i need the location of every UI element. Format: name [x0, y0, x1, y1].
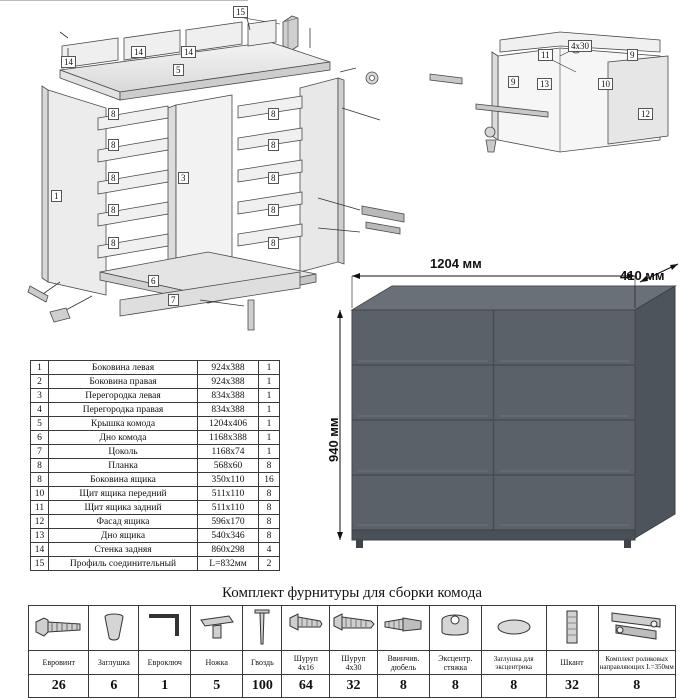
part-qty: 1: [259, 389, 280, 403]
part-number: 15: [31, 557, 49, 571]
part-qty: 8: [259, 529, 280, 543]
part-callout-14-2: 14: [131, 46, 146, 58]
part-number: 3: [31, 389, 49, 403]
screw-4x30-icon: [330, 606, 378, 651]
part-name: Боковина правая: [49, 375, 198, 389]
part-number: 13: [31, 529, 49, 543]
part-qty: 1: [259, 431, 280, 445]
part-callout-10-24: 10: [598, 78, 613, 90]
chest-dimension-svg: [330, 262, 698, 562]
table-row: [31, 501, 280, 515]
part-name: Дно ящика: [49, 529, 198, 543]
cap-plug-icon: [89, 606, 139, 651]
part-number: 6: [31, 431, 49, 445]
part-number: 4: [31, 403, 49, 417]
table-row: [31, 515, 280, 529]
parts-table: [30, 360, 280, 571]
table-row: [31, 431, 280, 445]
part-callout-9-22: 9: [508, 76, 519, 88]
part-callout-8-16: 8: [268, 172, 279, 184]
cam-lock-icon: [429, 606, 481, 651]
hardware-kit-title: Комплект фурнитуры для сборки комода: [221, 585, 482, 601]
table-row: [31, 473, 280, 487]
part-callout-8-12: 8: [108, 204, 119, 216]
dimension-view: [326, 256, 698, 562]
part-callout-11-19: 11: [538, 49, 553, 61]
part-callout-14-1: 14: [61, 56, 76, 68]
table-row: [31, 389, 280, 403]
part-qty: 8: [259, 515, 280, 529]
nail-icon: [243, 606, 282, 651]
hardware-item-name: Ножка: [191, 651, 243, 675]
table-row: [31, 529, 280, 543]
part-callout-8-13: 8: [108, 237, 119, 249]
table-row: [31, 361, 280, 375]
part-number: 11: [31, 501, 49, 515]
part-callout-6-7: 6: [148, 275, 159, 287]
leg-icon: [191, 606, 243, 651]
part-qty: 2: [259, 557, 280, 571]
cam-cap-icon: [481, 606, 546, 651]
part-callout-3-6: 3: [178, 172, 189, 184]
part-size: 596х170: [198, 515, 259, 529]
part-callout-15-0: 15: [233, 6, 248, 18]
part-size: 1168х74: [198, 445, 259, 459]
hardware-item-qty: 6: [89, 675, 139, 698]
hardware-item-qty: 8: [598, 675, 676, 698]
table-row: [31, 445, 280, 459]
part-callout-7-8: 7: [168, 294, 179, 306]
part-name: Перегородка правая: [49, 403, 198, 417]
part-name: Щит ящика задний: [49, 501, 198, 515]
part-number: 10: [31, 487, 49, 501]
part-callout-8-11: 8: [108, 172, 119, 184]
hardware-kit-section: [28, 585, 676, 698]
dowel-icon: [546, 606, 598, 651]
part-name: Профиль соединительный: [49, 557, 198, 571]
hardware-kit-icon-row: [29, 606, 676, 651]
dowel-screw-icon: [377, 606, 429, 651]
hardware-kit-qty-row: [29, 675, 676, 698]
part-qty: 8: [259, 487, 280, 501]
part-number: 1: [31, 361, 49, 375]
hardware-kit-table: [28, 605, 676, 698]
table-row: [31, 459, 280, 473]
part-name: Цоколь: [49, 445, 198, 459]
hardware-item-name: Евровинт: [29, 651, 89, 675]
part-qty: 1: [259, 445, 280, 459]
table-row: [31, 487, 280, 501]
hardware-item-qty: 8: [377, 675, 429, 698]
part-callout-8-17: 8: [268, 204, 279, 216]
part-callout-8-18: 8: [268, 237, 279, 249]
hardware-item-name: Шуруп 4х16: [282, 651, 330, 675]
table-row: [31, 557, 280, 571]
part-size: 924х388: [198, 361, 259, 375]
part-callout-12-25: 12: [638, 108, 653, 120]
hardware-item-qty: 32: [546, 675, 598, 698]
part-callout-8-9: 8: [108, 108, 119, 120]
part-qty: 8: [259, 459, 280, 473]
hardware-item-name: Заглушка: [89, 651, 139, 675]
part-size: 568х60: [198, 459, 259, 473]
part-callout-4х30-20: 4х30: [568, 40, 592, 52]
screw-4x16-icon: [282, 606, 330, 651]
hardware-item-name: Евроключ: [139, 651, 191, 675]
part-qty: 1: [259, 417, 280, 431]
drawer-slide-icon: [598, 606, 676, 651]
hardware-item-qty: 1: [139, 675, 191, 698]
part-name: Фасад ящика: [49, 515, 198, 529]
part-size: 834х388: [198, 389, 259, 403]
part-size: L=832мм: [198, 557, 259, 571]
hardware-item-name: Шкант: [546, 651, 598, 675]
part-number: 2: [31, 375, 49, 389]
table-row: [31, 403, 280, 417]
part-callout-8-10: 8: [108, 139, 119, 151]
part-number: 12: [31, 515, 49, 529]
hardware-item-qty: 100: [243, 675, 282, 698]
part-callout-1-5: 1: [51, 190, 62, 202]
hardware-item-name: Шуруп 4х30: [330, 651, 378, 675]
euro-screw-icon: [29, 606, 89, 651]
hardware-item-qty: 8: [429, 675, 481, 698]
hardware-item-qty: 32: [330, 675, 378, 698]
part-qty: 16: [259, 473, 280, 487]
part-name: Щит ящика передний: [49, 487, 198, 501]
part-number: 8: [31, 459, 49, 473]
depth-dimension-label: 410 мм: [620, 268, 665, 283]
part-qty: 1: [259, 403, 280, 417]
part-number: 5: [31, 417, 49, 431]
height-dimension-label: 940 мм: [326, 417, 341, 462]
part-qty: 4: [259, 543, 280, 557]
part-size: 834х388: [198, 403, 259, 417]
part-size: 511х110: [198, 501, 259, 515]
width-dimension-label: 1204 мм: [430, 256, 482, 271]
part-callout-14-3: 14: [181, 46, 196, 58]
hardware-kit-name-row: [29, 651, 676, 675]
part-callout-8-14: 8: [268, 108, 279, 120]
part-name: Боковина ящика: [49, 473, 198, 487]
hardware-item-qty: 5: [191, 675, 243, 698]
part-qty: 8: [259, 501, 280, 515]
part-size: 860х298: [198, 543, 259, 557]
hardware-item-qty: 8: [481, 675, 546, 698]
hardware-item-name: Гвоздь: [243, 651, 282, 675]
part-size: 540х346: [198, 529, 259, 543]
part-callout-5-4: 5: [173, 64, 184, 76]
part-size: 511х110: [198, 487, 259, 501]
table-row: [31, 375, 280, 389]
part-name: Планка: [49, 459, 198, 473]
part-size: 350х110: [198, 473, 259, 487]
euro-key-icon: [139, 606, 191, 651]
hardware-item-name: Заглушка для эксцентрика: [481, 651, 546, 675]
part-size: 924х388: [198, 375, 259, 389]
table-row: [31, 543, 280, 557]
part-name: Боковина левая: [49, 361, 198, 375]
part-name: Крышка комода: [49, 417, 198, 431]
part-size: 1168х388: [198, 431, 259, 445]
table-row: [31, 417, 280, 431]
part-name: Дно комода: [49, 431, 198, 445]
hardware-item-qty: 64: [282, 675, 330, 698]
part-qty: 1: [259, 361, 280, 375]
part-number: 7: [31, 445, 49, 459]
part-callout-13-23: 13: [537, 78, 552, 90]
hardware-item-qty: 26: [29, 675, 89, 698]
part-name: Стенка задняя: [49, 543, 198, 557]
hardware-item-name: Комплект роликовых направляющих L=350мм: [598, 651, 676, 675]
part-number: 8: [31, 473, 49, 487]
hardware-item-name: Ввинчив. дюбель: [377, 651, 429, 675]
hardware-item-name: Эксцентр. стяжка: [429, 651, 481, 675]
part-callout-8-15: 8: [268, 139, 279, 151]
part-qty: 1: [259, 375, 280, 389]
part-size: 1204х406: [198, 417, 259, 431]
part-callout-9-21: 9: [627, 49, 638, 61]
part-number: 14: [31, 543, 49, 557]
part-name: Перегородка левая: [49, 389, 198, 403]
